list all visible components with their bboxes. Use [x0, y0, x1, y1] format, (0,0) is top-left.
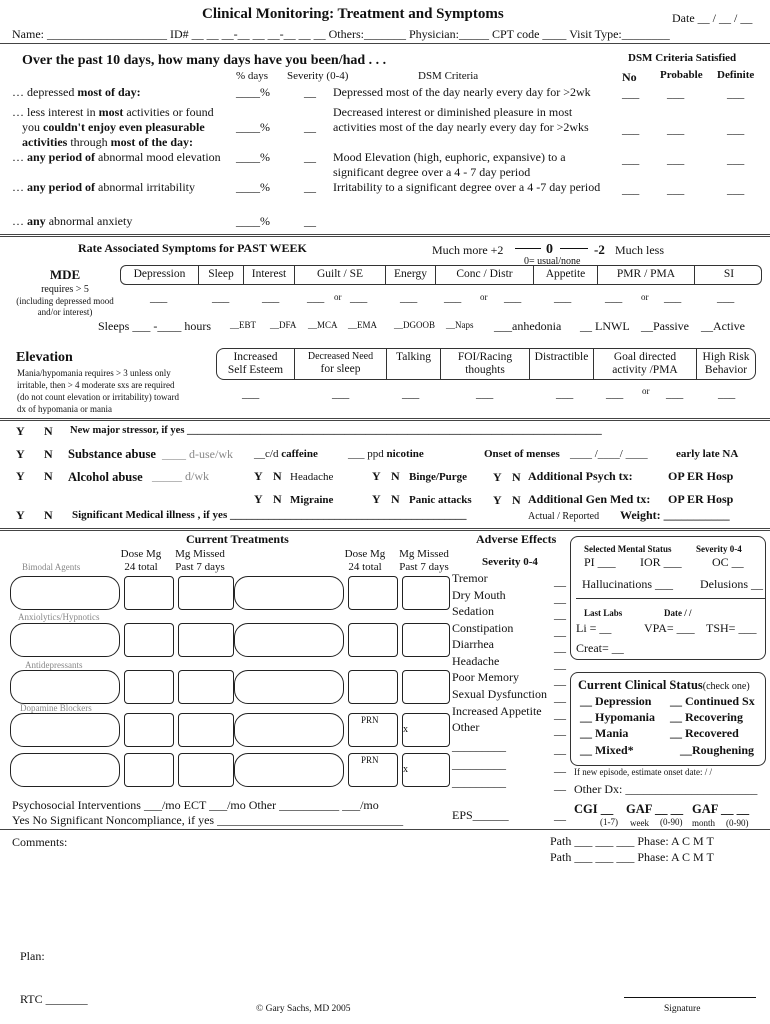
other-dx-field[interactable]: Other Dx: ______________________ [574, 782, 758, 796]
substance-abuse-label: Substance abuse [68, 447, 156, 461]
col-talking: Talking [387, 349, 441, 379]
no-option[interactable]: N [273, 469, 282, 483]
rating-input[interactable]: ___ [444, 292, 462, 304]
criteria-text: Mood Elevation (high, euphoric, expansive) to a [333, 150, 566, 164]
op-er-hosp-psych[interactable]: OP ER Hosp [668, 469, 734, 483]
panic-attacks-label: Panic attacks [409, 494, 472, 506]
last-labs-label: Last Labs [584, 608, 623, 618]
severity-input[interactable]: __ [304, 180, 316, 194]
yes-option[interactable]: Y [372, 469, 381, 483]
op-er-hosp-gen[interactable]: OP ER Hosp [668, 492, 734, 506]
adverse-effect-item[interactable]: _________ [452, 757, 506, 771]
category-antidepressants: Antidepressants [25, 660, 83, 670]
no-option[interactable]: N [44, 469, 53, 483]
sleep-code-naps[interactable]: __Naps [446, 320, 474, 330]
medical-illness-field[interactable]: Significant Medical illness , if yes ___________________________________________ [72, 509, 467, 521]
adverse-severity-input[interactable]: __ [554, 640, 566, 654]
dsm-row-interest-3: activities through most of the day: [22, 135, 193, 149]
yes-option[interactable]: Y [372, 492, 381, 506]
adverse-severity-input[interactable]: __ [554, 742, 566, 756]
rating-input[interactable]: ___ [212, 292, 230, 304]
lnwl-input[interactable]: __ LNWL [580, 319, 630, 333]
category-bimodal: Bimodal Agents [22, 562, 81, 572]
days-input[interactable]: ____% [236, 85, 270, 99]
adverse-severity-input[interactable]: __ [554, 657, 566, 671]
severity-col-header: Severity (0-4) [287, 70, 349, 82]
scale-much-more: Much more +2 [432, 243, 504, 257]
col-sleep: Sleep [199, 266, 244, 284]
rating-input[interactable]: ___ [554, 292, 572, 304]
week-label: week [630, 818, 649, 828]
no-col-header: No [622, 70, 637, 84]
or-label: or [334, 292, 342, 302]
rating-input[interactable]: ___ [307, 292, 325, 304]
adverse-severity-input[interactable]: __ [554, 574, 566, 588]
elevation-columns [216, 348, 756, 380]
adverse-severity-input[interactable]: __ [554, 707, 566, 721]
passive-input[interactable]: __Passive [641, 319, 689, 333]
adverse-severity-input[interactable]: __ [554, 690, 566, 704]
rating-input[interactable]: ___ [402, 388, 420, 400]
days-col-header: % days [236, 70, 269, 82]
medication-name-field[interactable] [234, 713, 344, 747]
headache-label: Headache [290, 471, 334, 483]
col-depression: Depression [121, 266, 199, 284]
tsh-field[interactable]: TSH= ___ [706, 621, 757, 635]
rating-input[interactable]: ___ [605, 292, 623, 304]
rating-input[interactable]: ___ [476, 388, 494, 400]
days-input[interactable]: ____% [236, 180, 270, 194]
col-need-sleep: Decreased Need for sleep [295, 349, 387, 379]
col-appetite: Appetite [534, 266, 598, 284]
gaf-month-field[interactable]: GAF __ __ [692, 802, 750, 816]
x-label: x [403, 764, 408, 775]
caffeine-input[interactable]: __c/d caffeine [254, 448, 318, 460]
adverse-effect-item: Diarrhea [452, 637, 494, 651]
treatments-heading: Current Treatments [186, 532, 289, 546]
scale-usual: 0= usual/none [524, 256, 581, 267]
delusions-field[interactable]: Delusions __ [700, 577, 763, 591]
severity-input[interactable]: __ [304, 214, 316, 228]
status-roughening[interactable]: __Roughening [680, 743, 755, 757]
col-si: SI [723, 268, 735, 280]
adverse-effect-item: Tremor [452, 571, 488, 585]
rating-input[interactable]: ___ [606, 388, 624, 400]
category-dopamine: Dopamine Blockers [20, 703, 92, 713]
adverse-severity-input[interactable]: __ [554, 760, 566, 774]
migraine-label: Migraine [290, 494, 334, 506]
no-option[interactable]: N [44, 508, 53, 522]
gaf-range: (0-90) [660, 817, 683, 827]
adverse-severity-input[interactable]: __ [554, 723, 566, 737]
path-phase-2[interactable]: Path ___ ___ ___ Phase: A C M T [550, 850, 714, 864]
dsm-criteria-satisfied: DSM Criteria Satisfied [628, 52, 737, 64]
mental-status-heading: Selected Mental Status [584, 544, 672, 554]
sleep-code-dfa[interactable]: __DFA [270, 320, 297, 330]
yes-option[interactable]: Y [16, 424, 25, 438]
definite-check[interactable]: ___ [727, 184, 745, 196]
scale-zero: 0 [546, 242, 553, 257]
binge-purge-label: Binge/Purge [409, 471, 468, 483]
yes-option[interactable]: Y [493, 493, 502, 507]
no-option[interactable]: N [44, 424, 53, 438]
noncompliance-field[interactable]: Yes No Significant Noncompliance, if yes _______________________________ [12, 813, 404, 827]
criteria-text: Depressed most of the day nearly every day for >2wk [333, 85, 591, 99]
adverse-effect-item[interactable]: _________ [452, 739, 506, 753]
criteria-col-header: DSM Criteria [418, 70, 479, 82]
days-input[interactable]: ____% [236, 120, 270, 134]
adverse-effect-item: Headache [452, 654, 500, 668]
new-stressor-field[interactable]: New major stressor, if yes _______________________________________________________________________________ [70, 425, 602, 436]
medication-name-field[interactable] [10, 576, 120, 610]
nicotine-input[interactable]: ___ ppd nicotine [348, 448, 424, 460]
missed-field[interactable] [402, 623, 450, 657]
rating-input[interactable]: ___ [718, 388, 736, 400]
no-option[interactable]: N [273, 492, 282, 506]
medication-name-field[interactable] [10, 623, 120, 657]
mde-title: MDE [49, 267, 81, 282]
rating-input[interactable]: ___ [664, 292, 682, 304]
rtc-field[interactable]: RTC _______ [20, 992, 88, 1006]
onset-date-field[interactable]: If new episode, estimate onset date: / / [574, 767, 712, 777]
date-field[interactable]: Date __ / __ / __ [672, 11, 753, 25]
mde-note: requires > 5 [41, 284, 89, 295]
comments-label: Comments: [12, 835, 68, 849]
dose-field[interactable] [124, 713, 174, 747]
ior-field[interactable]: IOR ___ [640, 555, 682, 569]
prn-label: PRN [361, 755, 379, 765]
scale-minus-two: -2 [594, 242, 605, 257]
sleep-code-ebt[interactable]: __EBT [230, 320, 256, 330]
or-label: or [480, 292, 488, 302]
missed-field[interactable] [178, 576, 234, 610]
elevation-title: Elevation [16, 350, 73, 365]
dose-field[interactable] [124, 623, 174, 657]
days-input[interactable]: ____% [236, 150, 270, 164]
alcohol-dwk-input[interactable]: _____ d/wk [152, 469, 209, 483]
menses-label: Onset of menses [484, 448, 560, 460]
alcohol-abuse-label: Alcohol abuse [68, 470, 143, 484]
vpa-field[interactable]: VPA= ___ [644, 621, 695, 635]
adverse-effect-item: Sedation [452, 604, 494, 618]
sleeps-hours[interactable]: Sleeps ___ -____ hours [98, 319, 211, 333]
col-distractible: Distractible [530, 349, 594, 379]
early-late-na[interactable]: early late NA [676, 448, 739, 460]
severity-input[interactable]: __ [304, 120, 316, 134]
prn-dose-field[interactable] [348, 753, 398, 787]
hallucinations-field[interactable]: Hallucinations ___ [582, 577, 673, 591]
menses-date[interactable]: ____ /____/ ____ [570, 448, 648, 460]
additional-psych-label: Additional Psych tx: [528, 469, 633, 483]
medication-name-field[interactable] [234, 623, 344, 657]
clinical-status-heading: Current Clinical Status(check one) [578, 678, 750, 692]
mental-severity-header: Severity 0-4 [696, 544, 742, 554]
days-input[interactable]: ____% [236, 214, 270, 228]
rating-input[interactable]: ___ [400, 292, 418, 304]
additional-gen-med-label: Additional Gen Med tx: [528, 492, 651, 506]
col-interest: Interest [244, 266, 295, 284]
elevation-note: dx of hypomania or mania [17, 404, 112, 414]
rating-input[interactable]: ___ [350, 292, 368, 304]
definite-check[interactable]: ___ [727, 88, 745, 100]
dose-field[interactable] [348, 623, 398, 657]
actual-reported[interactable]: Actual / Reported [528, 511, 600, 522]
adverse-severity-input[interactable]: __ [554, 607, 566, 621]
eps-severity[interactable]: __ [554, 808, 566, 822]
pi-field[interactable]: PI ___ [584, 555, 616, 569]
month-label: month [692, 818, 716, 828]
missed-field[interactable] [402, 753, 450, 787]
status-depression[interactable]: __ Depression [580, 694, 652, 708]
no-option[interactable]: N [512, 470, 521, 484]
rating-input[interactable]: ___ [666, 388, 684, 400]
missed-header: Mg Missed Past 7 days [399, 548, 449, 573]
patient-info-line[interactable]: Name: ____________________ ID# __ __ __-__ __ __-__ __ __ Others:_______ Physician:_____ CPT code ____ Visit Type:________ [12, 27, 670, 41]
x-label: x [403, 724, 408, 735]
psychosocial-interventions[interactable]: Psychosocial Interventions ___/mo ECT ___/mo Other __________ ___/mo [12, 798, 379, 812]
mde-note: and/or interest) [37, 307, 93, 317]
col-guilt: Guilt / SE [295, 266, 386, 284]
severity-input[interactable]: __ [304, 85, 316, 99]
adverse-severity-input[interactable]: __ [554, 778, 566, 792]
adverse-severity-input[interactable]: __ [554, 673, 566, 687]
missed-field[interactable] [178, 753, 234, 787]
dose-field[interactable] [124, 753, 174, 787]
definite-col-header: Definite [717, 69, 755, 81]
dsm-row-depressed: … depressed most of day: [12, 85, 141, 99]
sleep-code-mca[interactable]: __MCA [308, 320, 338, 330]
adverse-effect-item[interactable]: _________ [452, 775, 506, 789]
no-option[interactable]: N [391, 469, 400, 483]
dsm-row-interest: … less interest in most activities or found [12, 105, 214, 119]
rating-input[interactable]: ___ [556, 388, 574, 400]
scale-much-less: Much less [615, 243, 664, 257]
adverse-effect-item: Constipation [452, 621, 514, 635]
dsm-row-anxiety: … any abnormal anxiety [12, 214, 133, 228]
dose-header: Dose Mg 24 total [120, 548, 162, 573]
dsm-row-elevation: … any period of abnormal mood elevation [12, 150, 221, 164]
col-pmr: PMR / PMA [598, 266, 695, 284]
criteria-text: significant degree over a 4 - 7 day period [333, 165, 531, 179]
category-anxiolytics: Anxiolytics/Hypnotics [18, 612, 100, 622]
prn-dose-field[interactable] [348, 713, 398, 747]
rating-input[interactable]: ___ [150, 292, 168, 304]
missed-field[interactable] [402, 576, 450, 610]
yes-option[interactable]: Y [16, 508, 25, 522]
no-option[interactable]: N [512, 493, 521, 507]
weight-field[interactable]: Weight: ___________ [620, 508, 730, 522]
sleep-code-dgoob[interactable]: __DGOOB [394, 320, 436, 330]
criteria-text: Irritability to a significant degree over a 4 -7 day period [333, 180, 601, 194]
dsm-row-interest-2: you couldn't enjoy even pleasurable [22, 120, 205, 134]
no-check[interactable]: ___ [622, 124, 640, 136]
cgi-field[interactable]: CGI __ [574, 802, 614, 816]
medication-name-field[interactable] [234, 576, 344, 610]
duse-input[interactable]: ____ d-use/wk [162, 447, 233, 461]
or-label: or [641, 292, 649, 302]
col-high-risk: High Risk Behavior [702, 351, 750, 377]
criteria-text: activities most of the day nearly every day for >2wks [333, 120, 589, 134]
medication-name-field[interactable] [234, 753, 344, 787]
eps-field[interactable]: EPS______ [452, 808, 509, 822]
gaf-week-field[interactable]: GAF __ __ [626, 802, 684, 816]
probable-col-header: Probable [660, 69, 703, 81]
dose-field[interactable] [124, 576, 174, 610]
plan-label: Plan: [20, 949, 45, 963]
col-energy: Energy [386, 266, 436, 284]
rating-input[interactable]: ___ [262, 292, 280, 304]
adverse-severity-input[interactable]: __ [554, 624, 566, 638]
status-recovered[interactable]: __ Recovered [670, 726, 739, 740]
elevation-note: irritable, then > 4 moderate sxs are required [17, 380, 175, 390]
adverse-effect-item: Other [452, 720, 480, 734]
copyright: © Gary Sachs, MD 2005 [256, 1004, 351, 1014]
no-option[interactable]: N [44, 447, 53, 461]
rating-input[interactable]: ___ [332, 388, 350, 400]
rating-input[interactable]: ___ [717, 292, 735, 304]
col-foi: FOI/Racing thoughts [441, 349, 530, 379]
missed-field[interactable] [402, 713, 450, 747]
signature-label: Signature [664, 1004, 701, 1014]
adverse-severity-header: Severity 0-4 [482, 556, 538, 568]
severity-input[interactable]: __ [304, 150, 316, 164]
yes-option[interactable]: Y [254, 469, 263, 483]
adverse-heading: Adverse Effects [476, 532, 557, 546]
form-title: Clinical Monitoring: Treatment and Symptoms [202, 6, 504, 22]
dose-field[interactable] [348, 670, 398, 704]
medication-name-field[interactable] [10, 753, 120, 787]
creat-field[interactable]: Creat= __ [576, 641, 624, 655]
gaf-range: (0-90) [726, 818, 749, 828]
probable-check[interactable]: ___ [667, 184, 685, 196]
path-phase-1[interactable]: Path ___ ___ ___ Phase: A C M T [550, 834, 714, 848]
no-check[interactable]: ___ [622, 184, 640, 196]
no-check[interactable]: ___ [622, 88, 640, 100]
missed-field[interactable] [402, 670, 450, 704]
status-hypomania[interactable]: __ Hypomania [580, 710, 656, 724]
criteria-text: Decreased interest or diminished pleasure in most [333, 105, 573, 119]
missed-field[interactable] [178, 713, 234, 747]
col-self-esteem: Increased Self Esteem [217, 349, 295, 379]
oc-field[interactable]: OC __ [712, 555, 744, 569]
adverse-effect-item: Dry Mouth [452, 588, 506, 602]
definite-check[interactable]: ___ [727, 124, 745, 136]
anhedonia-input[interactable]: ___anhedonia [494, 319, 562, 333]
yes-option[interactable]: Y [16, 447, 25, 461]
status-continued-sx[interactable]: __ Continued Sx [670, 694, 755, 708]
col-goal-directed: Goal directed activity /PMA [594, 349, 697, 379]
medication-name-field[interactable] [10, 713, 120, 747]
prn-label: PRN [361, 715, 379, 725]
probable-check[interactable]: ___ [667, 88, 685, 100]
medication-name-field[interactable] [10, 670, 120, 704]
yes-option[interactable]: Y [254, 492, 263, 506]
active-input[interactable]: __Active [701, 319, 745, 333]
symptoms-heading: Rate Associated Symptoms for PAST WEEK [78, 241, 307, 255]
yes-option[interactable]: Y [16, 469, 25, 483]
status-recovering[interactable]: __ Recovering [670, 710, 743, 724]
dose-field[interactable] [348, 576, 398, 610]
medication-name-field[interactable] [234, 670, 344, 704]
sleep-code-ema[interactable]: __EMA [348, 320, 377, 330]
definite-check[interactable]: ___ [727, 154, 745, 166]
col-conc: Conc / Distr [436, 266, 534, 284]
labs-date[interactable]: Date / / [664, 608, 692, 618]
no-check[interactable]: ___ [622, 154, 640, 166]
yes-option[interactable]: Y [493, 470, 502, 484]
dsm-row-irritability: … any period of abnormal irritability [12, 180, 195, 194]
mde-columns [120, 265, 762, 285]
dsm-question: Over the past 10 days, how many days have you been/had . . . [22, 53, 387, 68]
elevation-note: (do not count elevation or irritability) toward [17, 392, 179, 402]
cgi-range: (1-7) [600, 817, 618, 827]
status-mixed[interactable]: __ Mixed* [580, 743, 634, 757]
or-label: or [642, 386, 650, 396]
missed-field[interactable] [178, 623, 234, 657]
dose-field[interactable] [124, 670, 174, 704]
li-field[interactable]: Li = __ [576, 621, 612, 635]
probable-check[interactable]: ___ [667, 154, 685, 166]
signature-line[interactable] [624, 997, 756, 998]
adverse-effect-item: Poor Memory [452, 670, 519, 684]
adverse-effect-item: Sexual Dysfunction [452, 687, 547, 701]
status-mania[interactable]: __ Mania [580, 726, 629, 740]
missed-header: Mg Missed Past 7 days [175, 548, 225, 573]
no-option[interactable]: N [391, 492, 400, 506]
mde-note: (including depressed mood [16, 296, 114, 306]
dose-header: Dose Mg 24 total [344, 548, 386, 573]
rating-input[interactable]: ___ [242, 388, 260, 400]
missed-field[interactable] [178, 670, 234, 704]
elevation-note: Mania/hypomania requires > 3 unless only [17, 368, 171, 378]
adverse-severity-input[interactable]: __ [554, 591, 566, 605]
rating-input[interactable]: ___ [504, 292, 522, 304]
adverse-effect-item: Increased Appetite [452, 704, 542, 718]
probable-check[interactable]: ___ [667, 124, 685, 136]
